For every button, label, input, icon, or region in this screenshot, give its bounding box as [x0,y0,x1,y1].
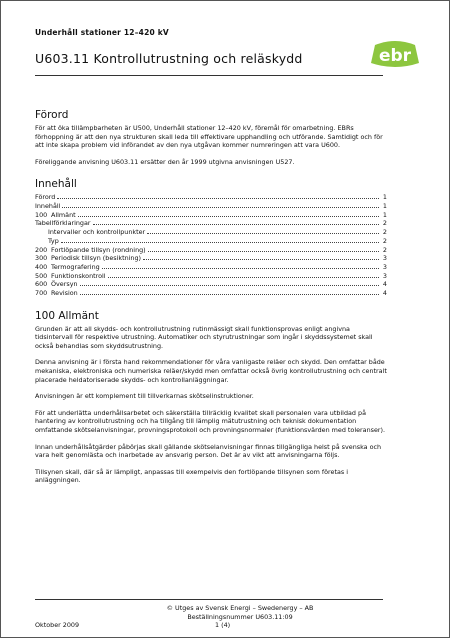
toc-item[interactable] [35,289,387,298]
header-divider [35,75,383,76]
toc-page: 4 [382,280,387,289]
footer-order-number: Beställningsnummer U603.11:09 [187,613,293,621]
toc-page: 4 [382,288,387,297]
toc-label: Innehåll [35,202,61,211]
general-section [35,310,387,485]
toc-page: 2 [382,236,387,245]
toc-number: 500 [35,271,48,280]
toc-number: 600 [35,280,48,289]
main-content [35,109,387,493]
series-title: Underhåll stationer 12–420 kV [35,28,169,37]
body-paragraph: Anvisningen är ett komplement till tillverkarnas skötselinstruktioner. [35,392,254,401]
body-paragraph: Grunden är att all skydds- och kontrollutrustning rutinmässigt skall funktionsprovas enligt angivna tidsintervall för respektive utrustning. Automatiker och styrutrustningar som ingår i skyddssystemet skall också behandlas som skyddsutrustning. [35,324,373,350]
toc-label: Tabellförklaringar [35,219,91,228]
ebr-logo [367,39,423,69]
toc-page: 3 [382,262,387,271]
toc-item[interactable] [35,237,387,246]
toc-label: Typ [48,236,59,245]
toc-page: 1 [382,193,387,202]
body-paragraph: Tillsynen skall, där så är lämpligt, anpassas till exempelvis den fortlöpande tillsynen som företas i anläggningen. [35,467,349,485]
foreword-heading: Förord [35,109,69,121]
toc-page: 3 [382,271,387,280]
toc-item[interactable] [35,202,387,211]
toc-page: 1 [382,202,387,211]
toc-item[interactable] [35,246,387,255]
toc-label: Periodisk tillsyn (besiktning) [51,254,142,263]
toc-label: Översyn [51,280,78,289]
toc-label: Termografering [51,262,100,271]
foreword-paragraph: Föreliggande anvisning U603.11 ersätter den år 1999 utgivna anvisningen U527. [35,157,295,166]
toc-label: Revision [51,288,78,297]
toc-item[interactable] [35,228,387,237]
toc-number: 200 [35,245,48,254]
toc-page: 3 [382,254,387,263]
toc-label: Allmänt [51,210,76,219]
toc-number: 700 [35,288,48,297]
toc-item[interactable] [35,272,387,281]
toc-item[interactable] [35,211,387,220]
footer-divider [35,599,383,600]
toc-label: Fortlöpande tillsyn (rondning) [51,245,146,254]
toc-section [35,178,387,297]
toc-item[interactable] [35,193,387,202]
footer-date: Oktober 2009 [35,621,80,629]
toc-item[interactable] [35,219,387,228]
document-title: U603.11 Kontrollutrustning och reläskydd [35,51,303,66]
toc-list [35,193,387,297]
footer-page-number: 1 (4) [215,621,231,629]
toc-item[interactable] [35,254,387,263]
toc-item[interactable] [35,263,387,272]
body-paragraph: Innan underhållsåtgärder påbörjas skall gällande skötselanvisningar finnas tillgängliga helst på svenska och vara helt genomlästa och inarbetade av ansvarig person. Det är av vikt att anvisningarna följs. [35,442,382,460]
foreword-section [35,109,387,166]
body-paragraph: För att underlätta underhållsarbetet och säkerställa tillräcklig kvalitet skall personalen vara utbildad på hantering av kontrollutrustning och ha tillgång till lämplig mätutrustning och teknisk dokumentation omfattande skötselanvisningar, provningsprotokoll och provningsnormaler (funktionsvärden med toleranser). [35,408,386,434]
toc-page: 1 [382,210,387,219]
toc-label: Förord [35,193,56,202]
toc-number: 300 [35,254,48,263]
toc-page: 2 [382,228,387,237]
toc-number: 400 [35,262,48,271]
foreword-paragraph: För att öka tillämpbarheten är U500, Underhåll stationer 12–420 kV, föremål för omarbetning. EBRs förhoppning är att den nya strukturen skall leda till effektivare upphandling och utförande. Samtidigt och för att inte skapa problem vid införandet av den nya utgåvan kommer numreringen att vara U600. [35,124,383,150]
footer-copyright: © Utges av Svensk Energi – Swedenergy – AB [166,604,314,612]
toc-label: Intervaller och kontrollpunkter [48,228,146,237]
body-paragraph: Denna anvisning är i första hand rekommendationer för våra vanligaste reläer och skydd. Den omfattar både mekaniska, elektroniska och numeriska reläer/skydd men omfattar också övrig kontrollutrustning och centralt placerade heldatoriserade skydds- och kontrollanläggningar. [35,358,387,384]
toc-item[interactable] [35,280,387,289]
toc-heading: Innehåll [35,178,77,191]
toc-page: 2 [382,219,387,228]
toc-label: Funktionskontroll [51,271,106,280]
logo-text: ebr [378,46,412,66]
general-heading: 100 Allmänt [35,309,99,322]
toc-number: 100 [35,210,48,219]
toc-page: 2 [382,245,387,254]
